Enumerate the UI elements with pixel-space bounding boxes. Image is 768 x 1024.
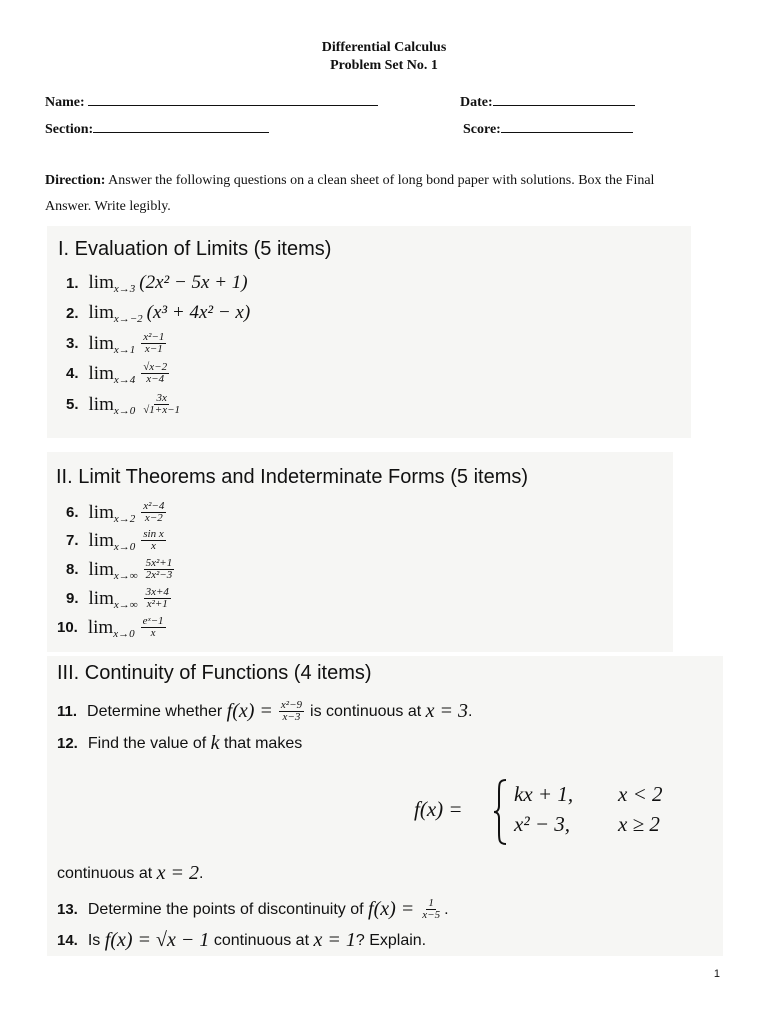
date-field <box>460 93 635 111</box>
problem-14: 14. Is f(x) = √x − 1 continuous at x = 1 ? Explain. <box>57 929 427 951</box>
section-blank <box>93 120 269 133</box>
score-field <box>463 120 633 138</box>
fraction: $\frac{√x-2}{x-4}$ <box>143 361 168 385</box>
problem-7: 7. lim x→0 $\frac{\text{sin x}}{x}$ <box>66 528 164 553</box>
fraction: $\frac{\text{sin x}}{x}$ <box>143 528 164 552</box>
problem-10: 10. lim x→0 $\frac{\text{eˣ−1}}{x}$ <box>57 615 164 640</box>
problem-8: 8. lim x→∞ $\frac{\text{5x²+1}}{\text{2x²−3}}$ <box>66 557 173 582</box>
fraction: $\frac{\text{5x²+1}}{\text{2x²−3}}$ <box>145 557 173 581</box>
name-blank <box>88 93 378 106</box>
piecewise-lhs: f(x) = <box>414 797 463 821</box>
section-1-title: I. Evaluation of Limits (5 items) <box>58 238 332 260</box>
problem-1: 1. lim x→3 (2x² − 5x + 1) <box>66 272 248 295</box>
fraction: $\frac{1}{x-5}$ <box>422 897 441 921</box>
direction-paragraph <box>45 168 685 220</box>
fraction: $\frac{3x+4}{\text{x²+1}}$ <box>145 586 169 610</box>
problem-11: 11. Determine whether f(x) = $\frac{\text{x²−9}}{x-3}$ is continuous at x = 3 . <box>57 699 473 723</box>
problem-9: 9. lim x→∞ $\frac{3x+4}{\text{x²+1}}$ <box>66 586 169 611</box>
problem-6: 6. lim x→2 $\frac{\text{x²−4}}{x-2}$ <box>66 500 165 525</box>
problem-12: 12. Find the value of k that makes <box>57 732 303 754</box>
section-label: Section: <box>45 122 94 137</box>
fraction: $\frac{\text{eˣ−1}}{x}$ <box>142 615 164 639</box>
direction-label: Direction: <box>45 173 106 188</box>
document-subtitle: Problem Set No. 1 <box>330 58 438 73</box>
direction-text: Answer the following questions on a clean sheet of long bond paper with solutions. Box the Final Answer. Write legibly. <box>45 173 655 214</box>
problem-4: 4. lim x→4 $\frac{√x-2}{x-4}$ <box>66 361 168 386</box>
left-brace <box>492 778 510 846</box>
section-3-title: III. Continuity of Functions (4 items) <box>57 662 372 684</box>
name-label: Name: <box>45 95 85 110</box>
score-blank <box>501 120 633 133</box>
case-2-expr: x² − 3, <box>514 812 571 836</box>
score-label: Score: <box>463 122 501 137</box>
section-field <box>45 120 269 138</box>
case-1-expr: kx + 1, <box>514 782 574 806</box>
problem-13: 13. Determine the points of discontinuity of f(x) = $\frac{1}{x-5}$ . <box>57 897 449 921</box>
section-2-title: II. Limit Theorems and Indeterminate Forms (5 items) <box>56 466 529 488</box>
name-field <box>45 93 378 111</box>
page-number: 1 <box>713 968 720 980</box>
fraction: $\frac{\text{x²−9}}{x-3}$ <box>280 699 303 723</box>
date-label: Date: <box>460 95 493 110</box>
fraction: $\frac{\text{x²−1}}{x-1}$ <box>143 331 165 355</box>
problem-2: 2. lim x→−2 (x³ + 4x² − x) <box>66 302 251 325</box>
problem-12-continuation: continuous at x = 2 . <box>57 862 204 884</box>
case-2-cond: x ≥ 2 <box>618 812 660 836</box>
case-1-cond: x < 2 <box>618 782 663 806</box>
fraction: $\frac{\text{x²−4}}{x-2}$ <box>143 500 165 524</box>
date-blank <box>493 93 635 106</box>
document-title: Differential Calculus <box>321 40 447 55</box>
problem-3: 3. lim x→1 $\frac{\text{x²−1}}{x-1}$ <box>66 331 165 356</box>
fraction: $\frac{3x}{√1+x-1}$ <box>143 392 181 416</box>
problem-5: 5. lim x→0 $\frac{3x}{√1+x-1}$ <box>66 392 181 417</box>
